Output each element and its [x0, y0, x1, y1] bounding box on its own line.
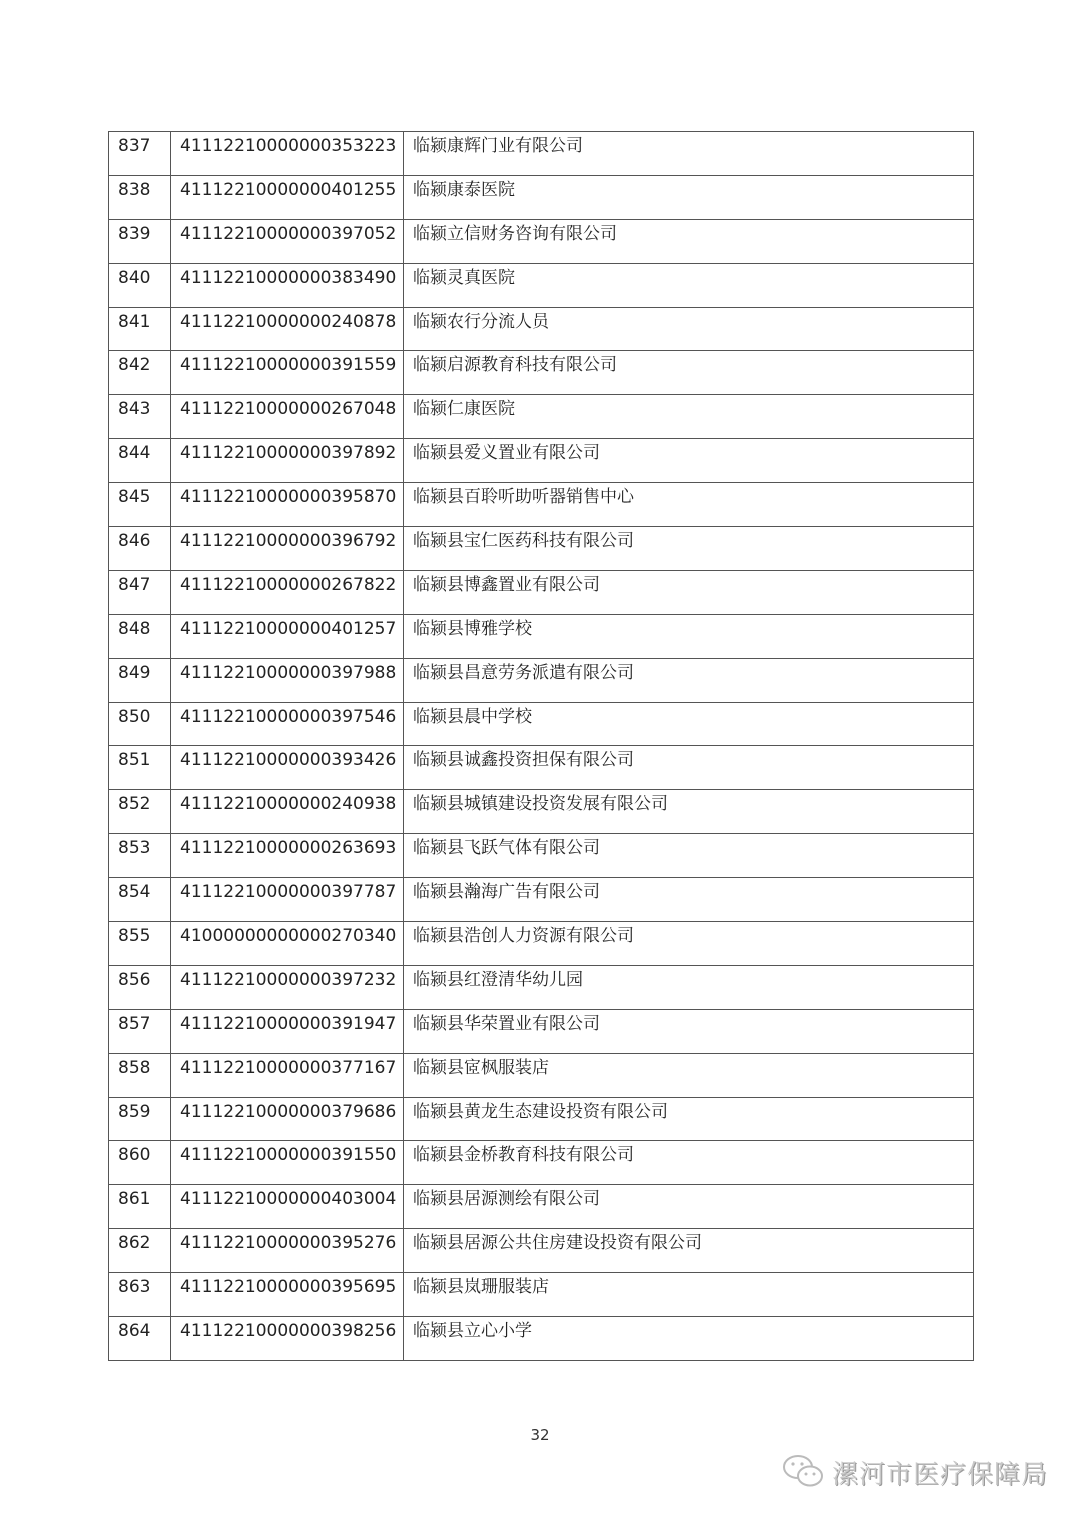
- table-row: [109, 834, 974, 878]
- unit-code: 41112210000000401257: [171, 614, 404, 658]
- unit-code: 41112210000000398256: [171, 1317, 404, 1361]
- unit-name: 临颍县华荣置业有限公司: [404, 1009, 974, 1053]
- table-row: [109, 614, 974, 658]
- unit-name: 临颍农行分流人员: [404, 307, 974, 351]
- row-number: 849: [109, 658, 171, 702]
- table-row: [109, 439, 974, 483]
- unit-code: 41112210000000396792: [171, 527, 404, 571]
- unit-name: 临颍县宝仁医药科技有限公司: [404, 527, 974, 571]
- row-number: 856: [109, 965, 171, 1009]
- unit-code: 41112210000000393426: [171, 746, 404, 790]
- page-number: 32: [530, 1426, 550, 1444]
- unit-code: 41112210000000397988: [171, 658, 404, 702]
- unit-code: 41112210000000403004: [171, 1185, 404, 1229]
- row-number: 859: [109, 1097, 171, 1141]
- table-row: [109, 658, 974, 702]
- unit-code: 41112210000000391550: [171, 1141, 404, 1185]
- row-number: 857: [109, 1009, 171, 1053]
- watermark: [782, 1452, 1048, 1492]
- unit-code: 41112210000000391559: [171, 351, 404, 395]
- unit-name: 临颍县浩创人力资源有限公司: [404, 922, 974, 966]
- row-number: 864: [109, 1317, 171, 1361]
- table-row: [109, 527, 974, 571]
- unit-name: 临颍启源教育科技有限公司: [404, 351, 974, 395]
- row-number: 863: [109, 1273, 171, 1317]
- row-number: 861: [109, 1185, 171, 1229]
- table-row: [109, 1053, 974, 1097]
- table-row: [109, 746, 974, 790]
- unit-code: 41112210000000240878: [171, 307, 404, 351]
- unit-name: 临颍县居源测绘有限公司: [404, 1185, 974, 1229]
- unit-name: 临颍县红澄清华幼儿园: [404, 965, 974, 1009]
- row-number: 840: [109, 263, 171, 307]
- row-number: 837: [109, 132, 171, 176]
- table-row: [109, 1185, 974, 1229]
- unit-name: 临颍康泰医院: [404, 175, 974, 219]
- unit-name: 临颍县博雅学校: [404, 614, 974, 658]
- unit-name: 临颍县飞跃气体有限公司: [404, 834, 974, 878]
- table-row: [109, 351, 974, 395]
- table-row: [109, 1009, 974, 1053]
- unit-name: 临颍县博鑫置业有限公司: [404, 570, 974, 614]
- row-number: 839: [109, 219, 171, 263]
- row-number: 843: [109, 395, 171, 439]
- table-row: [109, 132, 974, 176]
- unit-name: 临颍仁康医院: [404, 395, 974, 439]
- unit-name: 临颍县金桥教育科技有限公司: [404, 1141, 974, 1185]
- unit-name: 临颍县立心小学: [404, 1317, 974, 1361]
- unit-list-table: [108, 131, 974, 1361]
- unit-name: 临颍县黄龙生态建设投资有限公司: [404, 1097, 974, 1141]
- table-row: [109, 1273, 974, 1317]
- row-number: 838: [109, 175, 171, 219]
- row-number: 858: [109, 1053, 171, 1097]
- unit-name: 临颍县昌意劳务派遣有限公司: [404, 658, 974, 702]
- table-row: [109, 263, 974, 307]
- row-number: 852: [109, 790, 171, 834]
- unit-name: 临颍立信财务咨询有限公司: [404, 219, 974, 263]
- unit-code: 41112210000000267822: [171, 570, 404, 614]
- unit-code: 41112210000000397232: [171, 965, 404, 1009]
- table-row: [109, 307, 974, 351]
- unit-name: 临颍县宧枫服装店: [404, 1053, 974, 1097]
- unit-code: 41112210000000379686: [171, 1097, 404, 1141]
- row-number: 862: [109, 1229, 171, 1273]
- wechat-icon: [782, 1452, 826, 1492]
- table-row: [109, 702, 974, 746]
- unit-code: 41112210000000353223: [171, 132, 404, 176]
- unit-code: 41112210000000240938: [171, 790, 404, 834]
- row-number: 853: [109, 834, 171, 878]
- table-row: [109, 1229, 974, 1273]
- table-row: [109, 1097, 974, 1141]
- unit-code: 41112210000000395276: [171, 1229, 404, 1273]
- table-row: [109, 395, 974, 439]
- unit-name: 临颍康辉门业有限公司: [404, 132, 974, 176]
- table-row: [109, 175, 974, 219]
- row-number: 854: [109, 878, 171, 922]
- unit-code: 41112210000000267048: [171, 395, 404, 439]
- unit-code: 41000000000000270340: [171, 922, 404, 966]
- table-row: [109, 219, 974, 263]
- row-number: 848: [109, 614, 171, 658]
- unit-name: 临颍县城镇建设投资发展有限公司: [404, 790, 974, 834]
- row-number: 842: [109, 351, 171, 395]
- table-row: [109, 483, 974, 527]
- unit-name: 临颍县岚珊服装店: [404, 1273, 974, 1317]
- unit-code: 41112210000000397546: [171, 702, 404, 746]
- row-number: 846: [109, 527, 171, 571]
- row-number: 841: [109, 307, 171, 351]
- unit-code: 41112210000000397892: [171, 439, 404, 483]
- row-number: 855: [109, 922, 171, 966]
- unit-code: 41112210000000401255: [171, 175, 404, 219]
- unit-name: 临颍县晨中学校: [404, 702, 974, 746]
- unit-code: 41112210000000395870: [171, 483, 404, 527]
- unit-name: 临颍县瀚海广告有限公司: [404, 878, 974, 922]
- table-row: [109, 922, 974, 966]
- table-row: [109, 965, 974, 1009]
- unit-code: 41112210000000395695: [171, 1273, 404, 1317]
- table-row: [109, 790, 974, 834]
- unit-name: 临颍县百聆听助听器销售中心: [404, 483, 974, 527]
- watermark-text: 漯河市医疗保障局: [832, 1459, 1049, 1490]
- unit-code: 41112210000000397787: [171, 878, 404, 922]
- unit-code: 41112210000000263693: [171, 834, 404, 878]
- table-row: [109, 1141, 974, 1185]
- table-row: [109, 1317, 974, 1361]
- row-number: 844: [109, 439, 171, 483]
- unit-code: 41112210000000377167: [171, 1053, 404, 1097]
- unit-name: 临颍灵真医院: [404, 263, 974, 307]
- unit-code: 41112210000000391947: [171, 1009, 404, 1053]
- row-number: 845: [109, 483, 171, 527]
- table-row: [109, 878, 974, 922]
- row-number: 847: [109, 570, 171, 614]
- row-number: 851: [109, 746, 171, 790]
- unit-code: 41112210000000397052: [171, 219, 404, 263]
- unit-name: 临颍县居源公共住房建设投资有限公司: [404, 1229, 974, 1273]
- unit-code: 41112210000000383490: [171, 263, 404, 307]
- row-number: 860: [109, 1141, 171, 1185]
- unit-name: 临颍县诚鑫投资担保有限公司: [404, 746, 974, 790]
- table-row: [109, 570, 974, 614]
- unit-name: 临颍县爱义置业有限公司: [404, 439, 974, 483]
- row-number: 850: [109, 702, 171, 746]
